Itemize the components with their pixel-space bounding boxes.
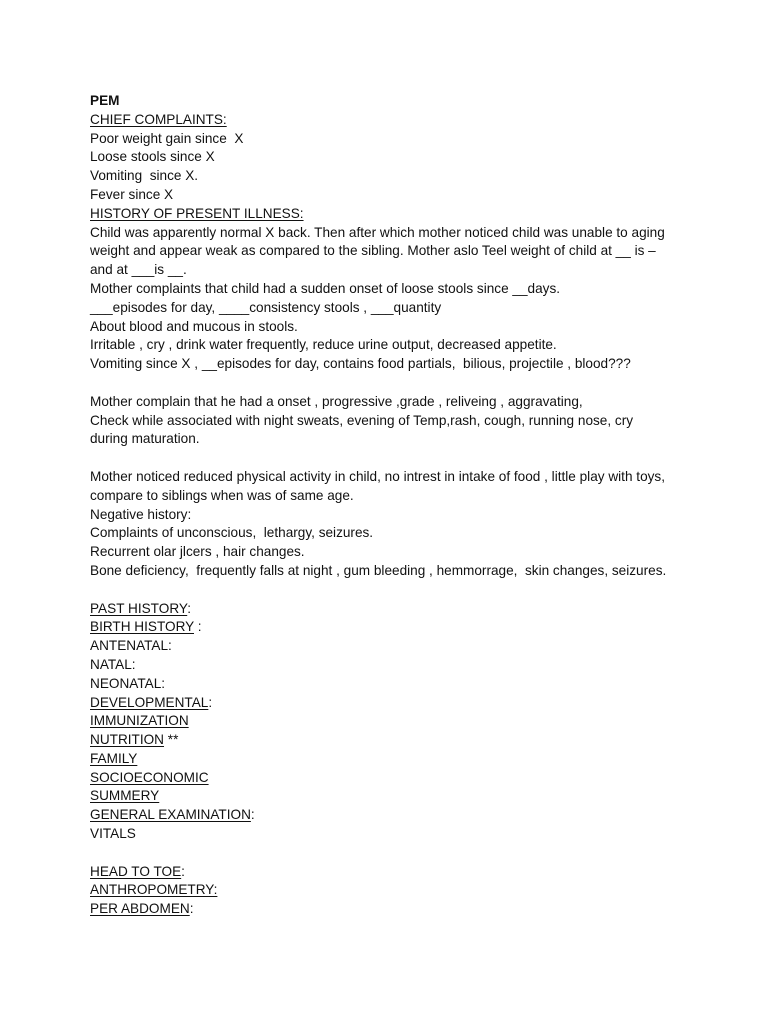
activity-line: Bone deficiency, frequently falls at night , gum bleeding , hemmorrage, skin changes, seizures.	[90, 562, 667, 578]
hpi-line: and at ___is __.	[90, 262, 187, 278]
family-heading: FAMILY	[90, 750, 138, 766]
blank-line	[90, 449, 690, 468]
hpi-heading: HISTORY OF PRESENT ILLNESS:	[90, 205, 304, 221]
antenatal-heading: ANTENATAL:	[90, 638, 172, 654]
socioeconomic-heading: SOCIOECONOMIC	[90, 769, 209, 785]
summery-heading: SUMMERY	[90, 788, 160, 804]
head-to-toe-row	[90, 863, 690, 882]
colon: :	[250, 807, 255, 823]
nutrition-heading: NUTRITION	[90, 732, 165, 748]
activity-line: Complaints of unconscious, lethargy, seizures.	[90, 525, 374, 541]
birth-history-heading: BIRTH HISTORY	[90, 619, 194, 635]
hpi-line: About blood and mucous in stools.	[90, 318, 298, 334]
general-examination-row	[90, 806, 690, 825]
fever-line: Mother complain that he had a onset , progressive ,grade , reliveing , aggravating,	[90, 393, 583, 409]
colon: :	[189, 901, 194, 917]
immunization-heading: IMMUNIZATION	[90, 713, 189, 729]
general-examination-heading: GENERAL EXAMINATION	[90, 807, 251, 823]
per-abdomen-heading: PER ABDOMEN	[90, 901, 190, 917]
complaint-item: Vomiting since X.	[90, 168, 199, 184]
complaint-item: Fever since X	[90, 186, 174, 202]
chief-complaints-heading: CHIEF COMPLAINTS:	[90, 111, 227, 127]
natal-heading: NATAL:	[90, 656, 136, 672]
blank-line	[90, 374, 690, 393]
nutrition-row	[90, 731, 690, 750]
birth-history-row	[90, 618, 690, 637]
past-history-row	[90, 600, 690, 619]
hpi-line: Vomiting since X , __episodes for day, contains food partials, bilious, projectile , blood???	[90, 356, 631, 372]
head-to-toe-heading: HEAD TO TOE	[90, 863, 182, 879]
document-title: PEM	[90, 93, 120, 108]
per-abdomen-row	[90, 900, 690, 919]
anthropometry-heading: ANTHROPOMETRY:	[90, 882, 218, 898]
blank-line	[90, 844, 690, 863]
complaint-item: Poor weight gain since X	[90, 130, 244, 146]
hpi-line: Child was apparently normal X back. Then after which mother noticed child was unable to aging	[90, 224, 665, 240]
activity-line: Mother noticed reduced physical activity in child, no intrest in intake of food , little play with toys,	[90, 468, 665, 484]
blank-line	[90, 581, 690, 600]
activity-line: Recurrent olar jlcers , hair changes.	[90, 544, 305, 560]
nutrition-suffix: **	[164, 732, 179, 748]
colon: :	[208, 694, 213, 710]
colon: :	[194, 619, 202, 635]
developmental-heading: DEVELOPMENTAL	[90, 694, 209, 710]
activity-line: Negative history:	[90, 506, 192, 522]
hpi-line: weight and appear weak as compared to the sibling. Mother aslo Teel weight of child at __ is –	[90, 243, 656, 259]
activity-line: compare to siblings when was of same age.	[90, 487, 354, 503]
vitals-heading: VITALS	[90, 826, 136, 842]
colon: :	[181, 863, 185, 879]
hpi-line: Mother complaints that child had a sudden onset of loose stools since __days.	[90, 280, 561, 296]
fever-line: during maturation.	[90, 431, 200, 447]
neonatal-heading: NEONATAL:	[90, 675, 166, 691]
colon: :	[187, 600, 191, 616]
complaint-item: Loose stools since X	[90, 149, 215, 165]
document-page	[90, 92, 690, 919]
past-history-heading: PAST HISTORY	[90, 600, 188, 616]
developmental-row	[90, 694, 690, 713]
hpi-line: Irritable , cry , drink water frequently, reduce urine output, decreased appetite.	[90, 337, 557, 353]
fever-line: Check while associated with night sweats, evening of Temp,rash, cough, running nose, cry	[90, 412, 634, 428]
hpi-line: ___episodes for day, ____consistency stools , ___quantity	[90, 299, 442, 315]
